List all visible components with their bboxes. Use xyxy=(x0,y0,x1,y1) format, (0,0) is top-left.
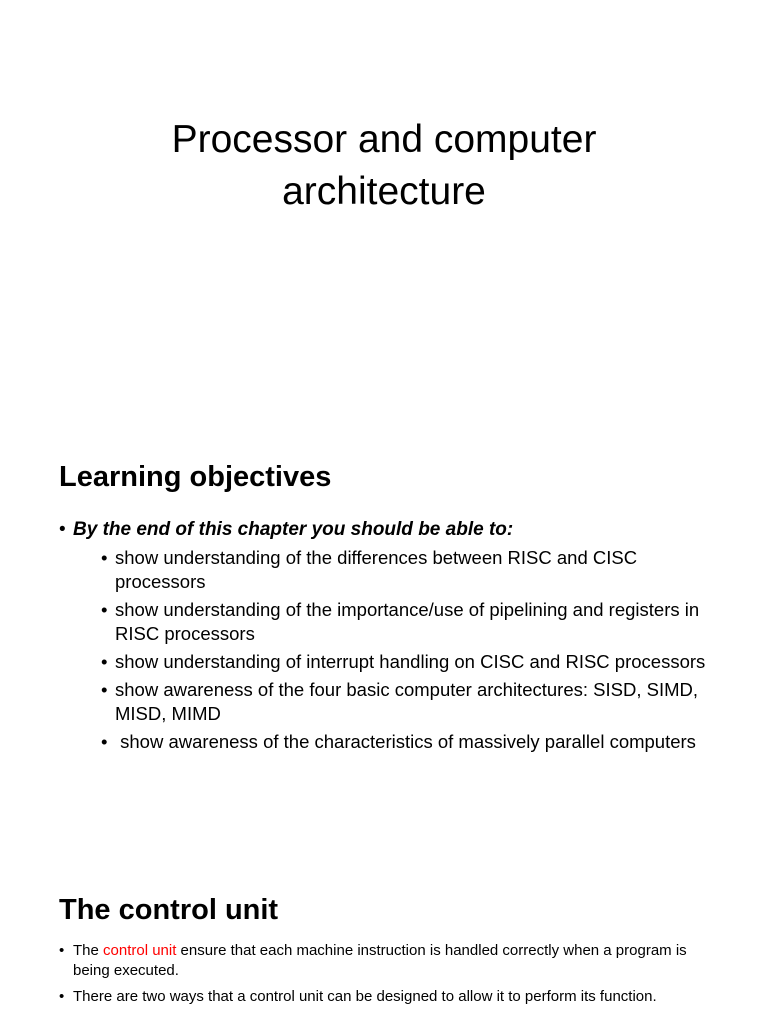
objective-item xyxy=(101,650,719,674)
control-unit-item xyxy=(59,941,719,981)
control-unit-text: There are two ways that a control unit can be designed to allow it to perform its function. xyxy=(73,988,657,1005)
objectives-intro-text: By the end of this chapter you should be able to: xyxy=(73,519,514,540)
bullet-icon: • xyxy=(101,599,108,620)
control-unit-list xyxy=(59,941,719,1013)
slide-heading: Learning objectives xyxy=(59,461,332,493)
objective-item xyxy=(101,546,719,594)
learning-objectives-slide xyxy=(0,432,768,864)
slide-title xyxy=(0,114,768,218)
bullet-icon: • xyxy=(59,942,65,959)
bullet-icon: • xyxy=(59,519,66,540)
objective-item xyxy=(101,598,719,646)
bullet-icon: • xyxy=(101,731,108,752)
control-unit-highlight: control unit xyxy=(103,942,177,959)
control-unit-text-after: ensure that each machine instruction is handled correctly when a program is being executed. xyxy=(73,942,691,979)
slide-title-line: Processor and computer xyxy=(171,118,597,161)
slide-title-line: architecture xyxy=(282,170,486,213)
objective-text: show awareness of the characteristics of massively parallel computers xyxy=(115,731,696,752)
control-unit-text-before: The xyxy=(73,942,104,959)
title-slide xyxy=(0,0,768,432)
objective-text: show understanding of interrupt handling on CISC and RISC processors xyxy=(115,651,706,672)
bullet-icon: • xyxy=(101,651,108,672)
objective-text: show understanding of the importance/use of pipelining and registers in RISC processors xyxy=(115,599,700,644)
objective-item xyxy=(101,678,719,726)
control-unit-item xyxy=(59,987,719,1007)
control-unit-slide xyxy=(0,864,768,1024)
objectives-list xyxy=(59,517,719,758)
bullet-icon: • xyxy=(59,988,65,1005)
objectives-intro-item xyxy=(59,517,719,754)
bullet-icon: • xyxy=(101,679,108,700)
objective-text: show understanding of the differences between RISC and CISC processors xyxy=(115,547,638,592)
objective-text: show awareness of the four basic computer architectures: SISD, SIMD, MISD, MIMD xyxy=(115,679,698,724)
objectives-sublist xyxy=(73,546,719,754)
slide-heading: The control unit xyxy=(59,894,279,926)
objective-item xyxy=(101,730,719,754)
bullet-icon: • xyxy=(101,547,108,568)
